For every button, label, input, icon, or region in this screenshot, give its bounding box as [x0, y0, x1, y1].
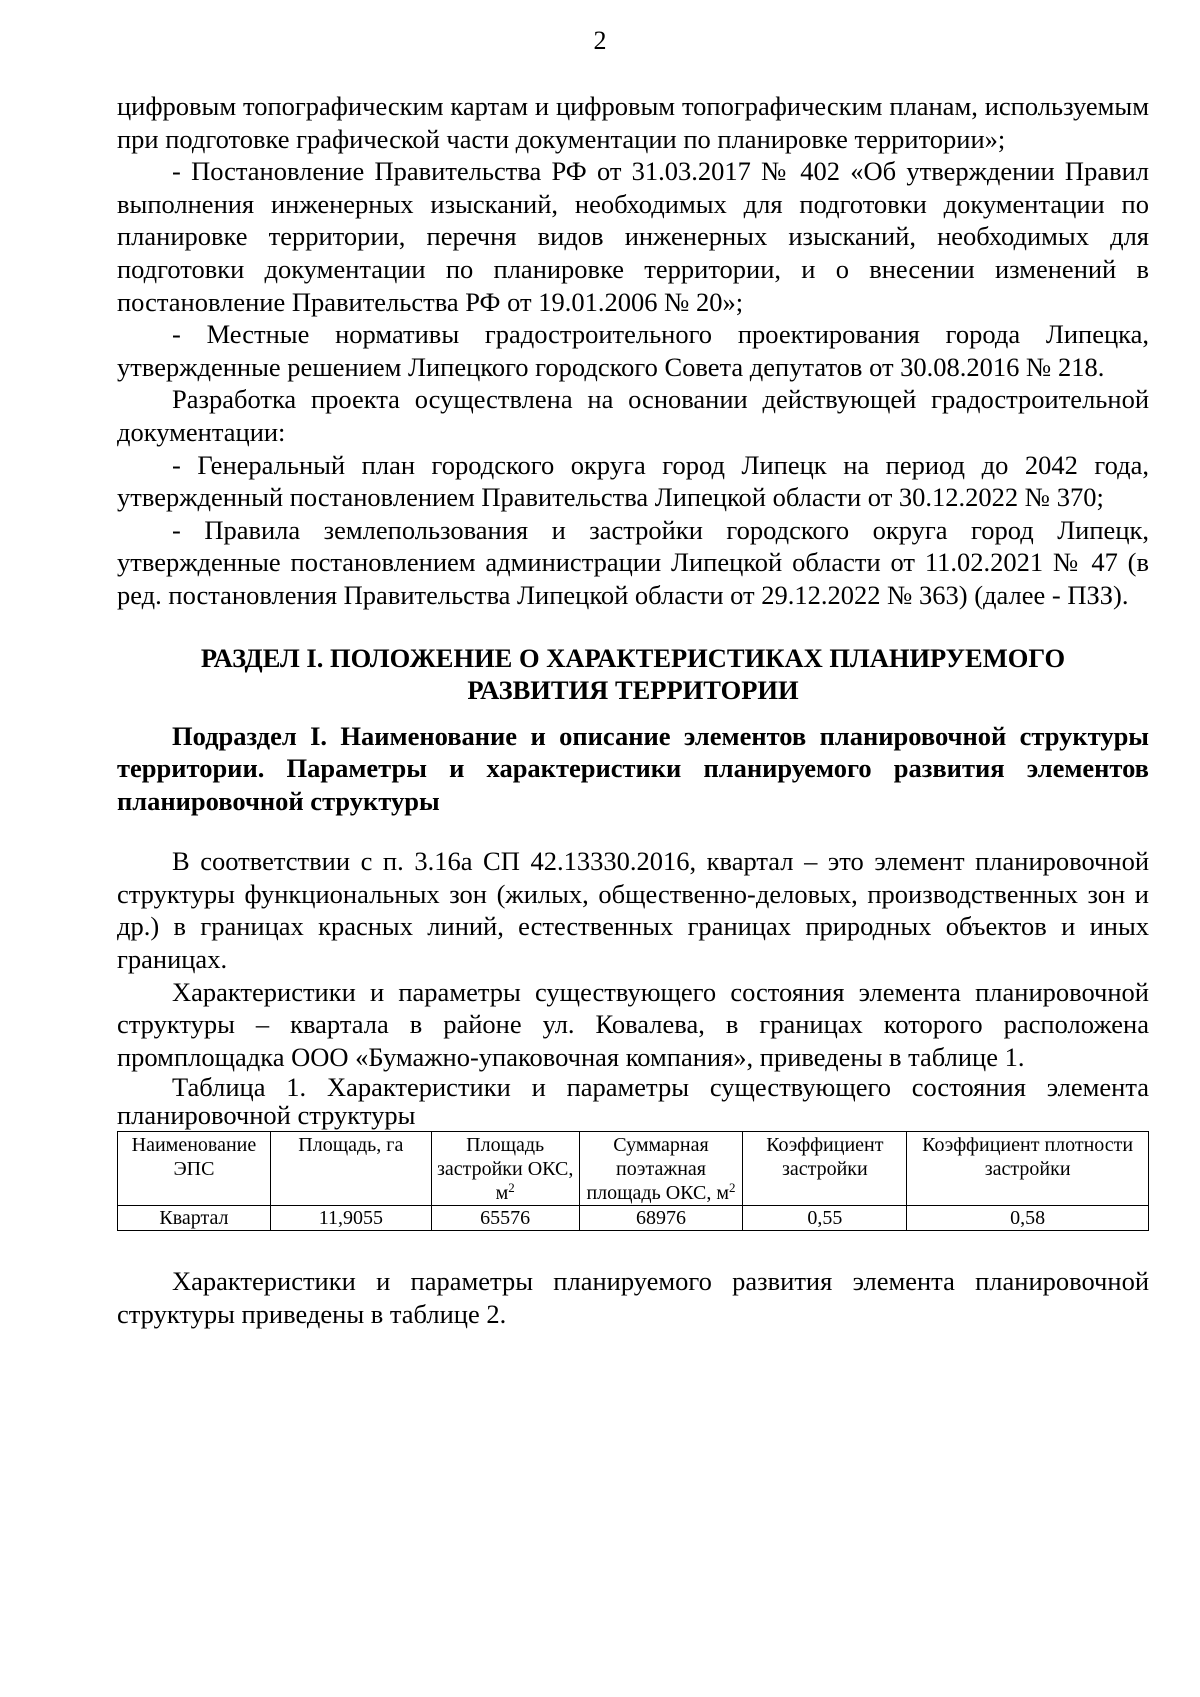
table-cell: 0,55 [743, 1206, 907, 1231]
table-cell: 65576 [431, 1206, 579, 1231]
table-header-cell: Коэффициент застройки [743, 1132, 907, 1206]
table-header-cell: Площадь застройки ОКС, $м^2$ [431, 1132, 579, 1206]
list-item-decree-402: - Постановление Правительства РФ от 31.03.2017 № 402 «Об утверждении Правил выполнения инженерных изысканий, необходимых для подготовки документации по планировке территории, перечня видов инженерных изысканий, необходимых для подготовки документации по планировке территории, и о внесении изменений в постановление Правительства РФ от 19.01.2006 № 20»; [117, 156, 1149, 317]
paragraph: Разработка проекта осуществлена на основании действующей градостроительной документации: [117, 384, 1149, 447]
table-row [118, 1206, 1149, 1231]
paragraph: Характеристики и параметры планируемого развития элемента планировочной структуры приведены в таблице 2. [117, 1266, 1149, 1330]
section-title: РАЗДЕЛ I. ПОЛОЖЕНИЕ О ХАРАКТЕРИСТИКАХ ПЛАНИРУЕМОГО РАЗВИТИЯ ТЕРРИТОРИИ [200, 642, 1066, 705]
subsection-title: Подраздел I. Наименование и описание элементов планировочной структуры территории. Параметры и характеристики планируемого развития элементов планировочной структуры [117, 720, 1149, 816]
paragraph: Характеристики и параметры существующего состояния элемента планировочной структуры – квартала в районе ул. Ковалева, в границах которого расположена промплощадка ООО «Бумажно-упаковочная компания», приведены в таблице 1. [117, 976, 1149, 1072]
table-header-cell: Наименование ЭПС [118, 1132, 271, 1206]
table-header-cell: Площадь, га [270, 1132, 431, 1206]
table-header-cell: Суммарная поэтажная площадь ОКС, $м^2$ [579, 1132, 743, 1206]
list-item-land-use-rules: - Правила землепользования и застройки городского округа город Липецк, утвержденные постановлением администрации Липецкой области от 11.02.2021 № 47 (в ред. постановления Правительства Липецкой области от 29.12.2022 № 363) (далее - ПЗЗ). [117, 514, 1149, 610]
table-cell: Квартал [118, 1206, 271, 1231]
table-header-cell: Коэффициент плотности застройки [907, 1132, 1149, 1206]
page-number: 2 [593, 26, 607, 55]
table-cell: 11,9055 [270, 1206, 431, 1231]
list-item-local-norms: - Местные нормативы градостроительного проектирования города Липецка, утвержденные решением Липецкого городского Совета депутатов от 30.08.2016 № 218. [117, 319, 1149, 382]
table-header-row [118, 1132, 1149, 1206]
paragraph: В соответствии с п. 3.16а СП 42.13330.2016, квартал – это элемент планировочной структуры функциональных зон (жилых, общественно-деловых, производственных зон и др.) в границах красных линий, естественных границах природных объектов и иных границах. [117, 846, 1149, 975]
document-body [117, 90, 1149, 1331]
paragraph: цифровым топографическим картам и цифровым топографическим планам, используемым при подготовке графической части документации по планировке территории»; [117, 91, 1149, 154]
table-caption: Таблица 1. Характеристики и параметры существующего состояния элемента планировочной структуры [117, 1072, 1149, 1131]
table-existing-state [117, 1131, 1149, 1231]
list-item-general-plan: - Генеральный план городского округа город Липецк на период до 2042 года, утвержденный постановлением Правительства Липецкой области от 30.12.2022 № 370; [117, 449, 1149, 513]
table-cell: 0,58 [907, 1206, 1149, 1231]
table-cell: 68976 [579, 1206, 743, 1231]
